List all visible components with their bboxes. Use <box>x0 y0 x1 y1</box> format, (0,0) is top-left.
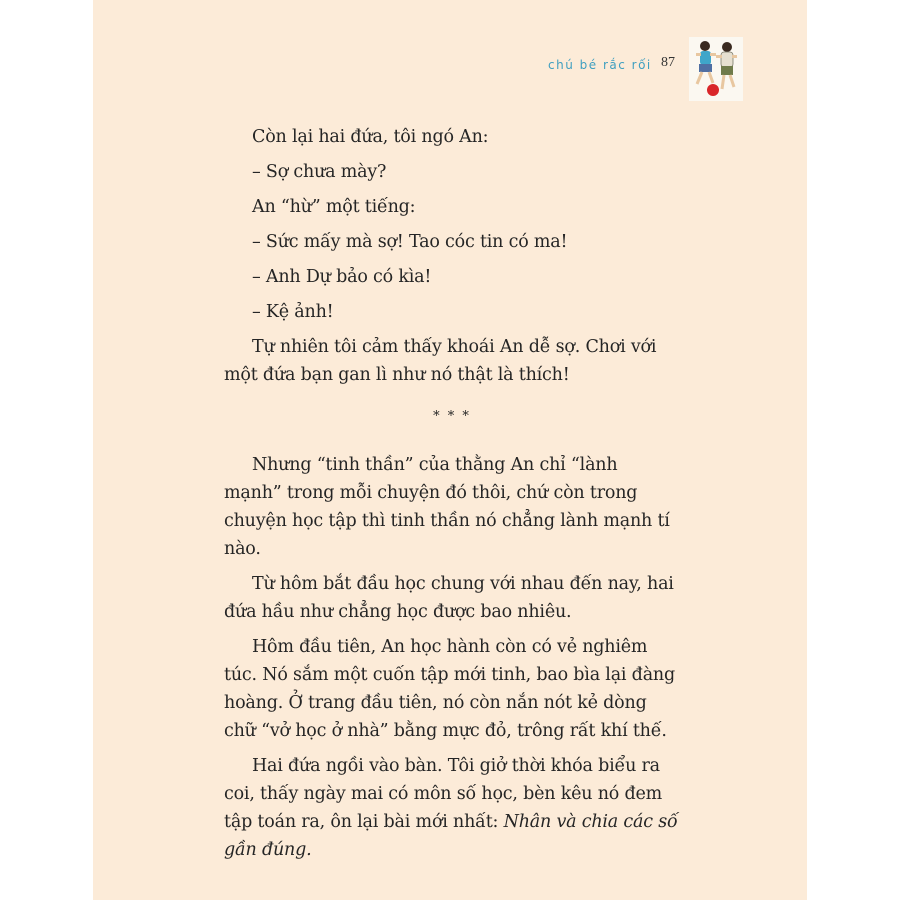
dialogue-line: – Sợ chưa mày? <box>252 162 387 182</box>
book-page <box>93 0 807 900</box>
body-text <box>224 123 680 871</box>
dialogue-line: – Kệ ảnh! <box>252 302 334 322</box>
paragraph: An “hừ” một tiếng: <box>252 197 416 217</box>
dialogue-line: – Sức mấy mà sợ! Tao cóc tin có ma! <box>252 232 568 252</box>
paragraph: Hôm đầu tiên, An học hành còn có vẻ nghiêm túc. Nó sắm một cuốn tập mới tinh, bao bìa lại đàng hoàng. Ở trang đầu tiên, nó còn nắn nót kẻ dòng chữ “vở học ở nhà” bằng mực đỏ, trông rất khí thế. <box>224 637 675 741</box>
italic-lesson-title: Nhân và chia các số gần đúng. <box>224 812 678 860</box>
dialogue-line: – Anh Dự bảo có kìa! <box>252 267 432 287</box>
running-head: chú bé rắc rối <box>548 58 652 72</box>
paragraph: Còn lại hai đứa, tôi ngó An: <box>252 127 489 147</box>
two-boys-with-red-ball-illustration-icon <box>689 37 743 101</box>
paragraph-with-italic <box>224 752 680 864</box>
paragraph-text: Hai đứa ngồi vào bàn. Tôi giở thời khóa biểu ra coi, thấy ngày mai có môn số học, bèn kêu nó đem tập toán ra, ôn lại bài mới nhất: <box>224 756 663 832</box>
paragraph: Tự nhiên tôi cảm thấy khoái An dễ sợ. Chơi với một đứa bạn gan lì như nó thật là thích! <box>224 337 657 385</box>
paragraph: Nhưng “tinh thần” của thằng An chỉ “lành mạnh” trong mỗi chuyện đó thôi, chứ còn trong chuyện học tập thì tinh thần nó chẳng lành mạnh tí nào. <box>224 455 670 559</box>
section-separator: * * * <box>433 409 471 424</box>
paragraph: Từ hôm bắt đầu học chung với nhau đến nay, hai đứa hầu như chẳng học được bao nhiêu. <box>224 574 674 622</box>
page-number: 87 <box>661 55 675 70</box>
